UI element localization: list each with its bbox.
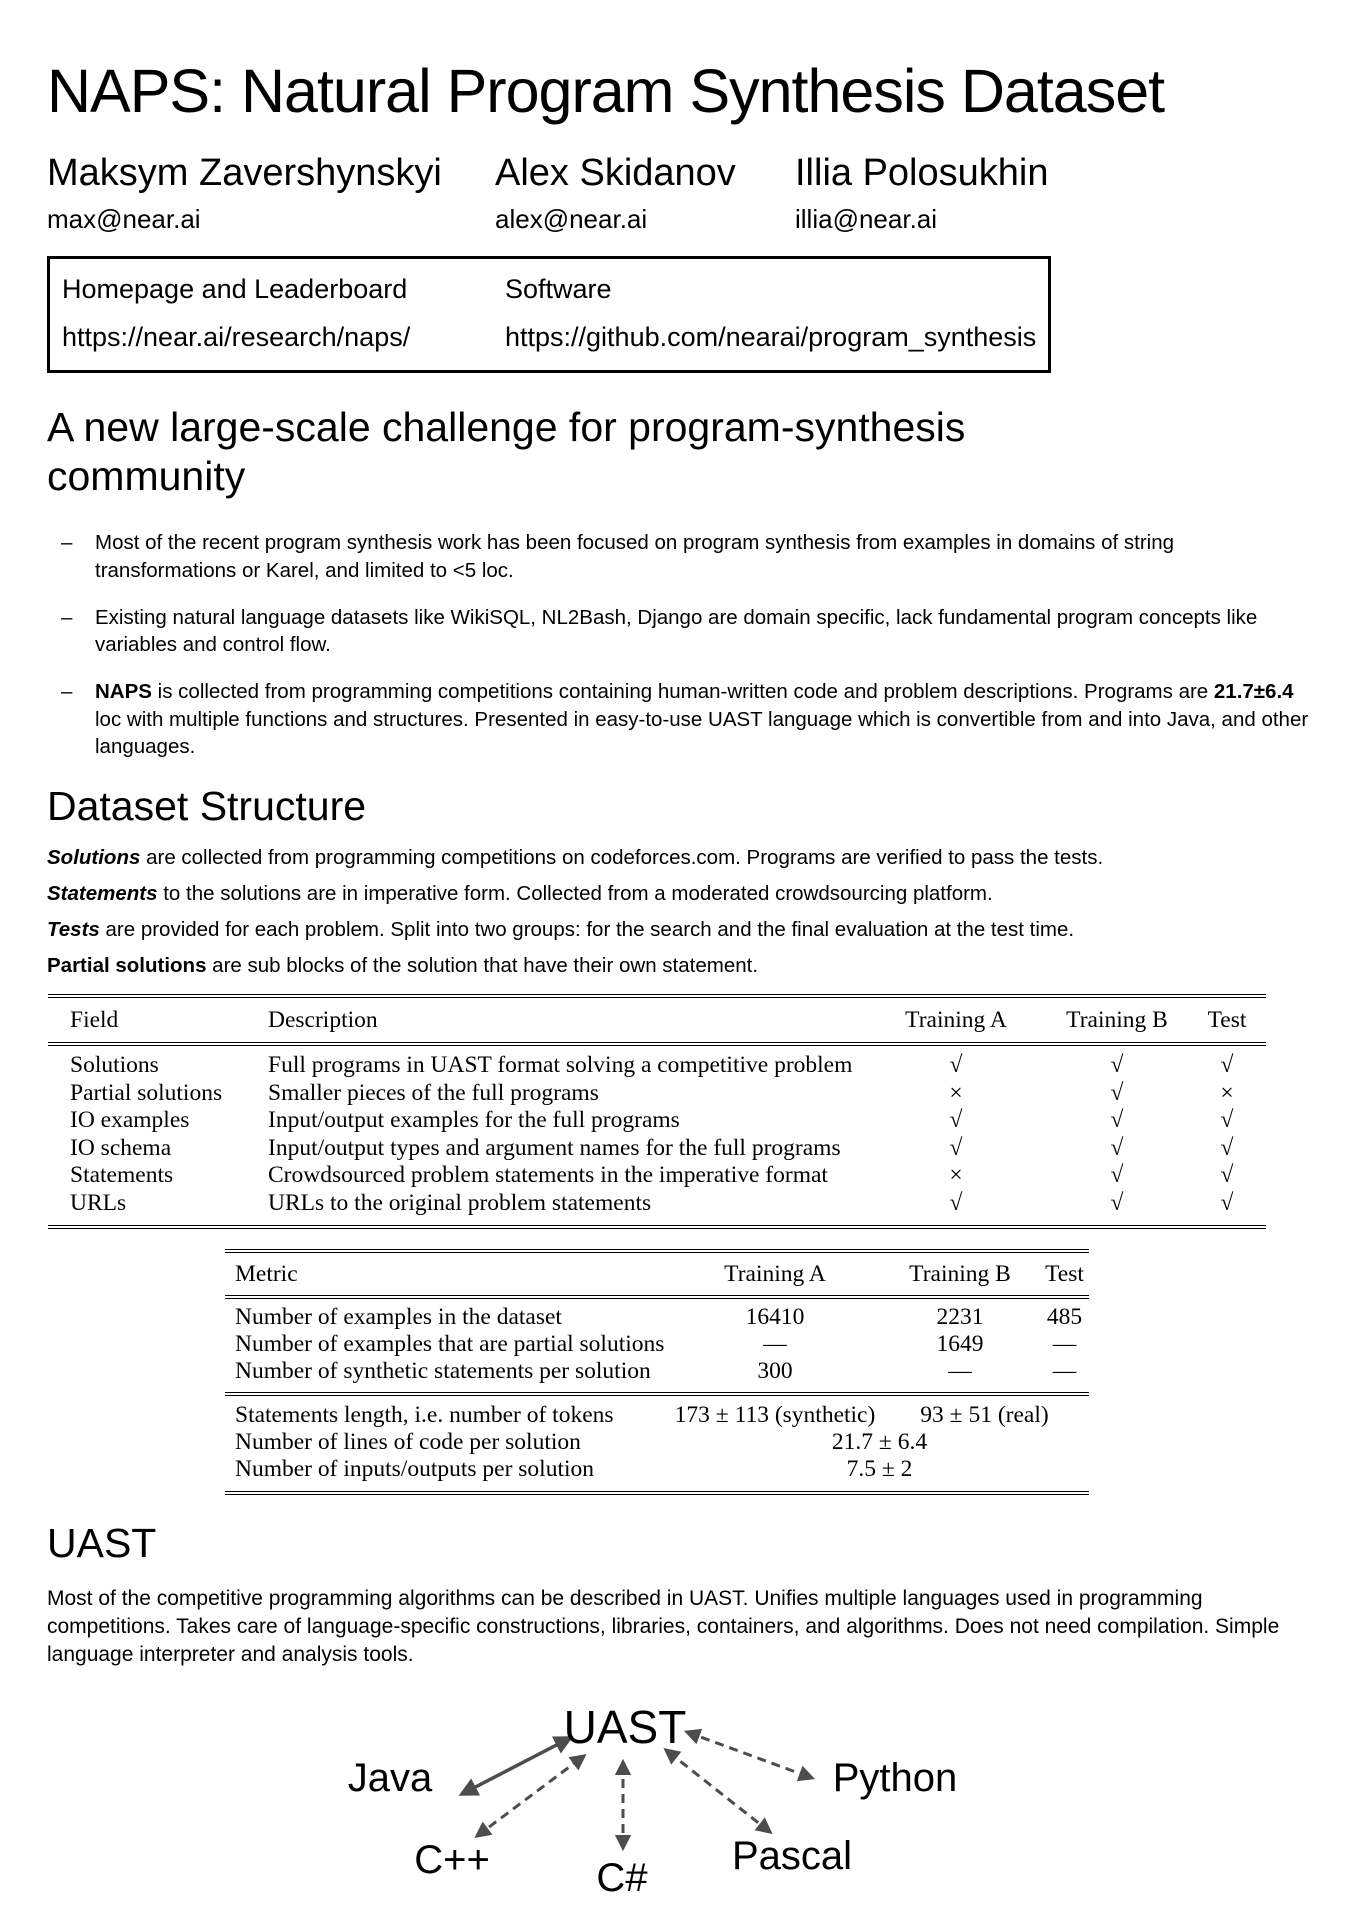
author-block <box>495 152 795 235</box>
dataset-paragraph <box>47 952 1311 979</box>
metric-value: 21.7 ± 6.4 <box>831 1429 928 1456</box>
uast-languages-diagram <box>0 1690 1358 1926</box>
bullet-text-segment: loc with multiple functions and structures. Presented in easy-to-use UAST language which is convertible from and into Java, and other languages. <box>95 707 1309 758</box>
homepage-url[interactable]: https://near.ai/research/naps/ <box>62 322 411 352</box>
diagram-label-csharp: C# <box>596 1855 648 1900</box>
arrow-java-uast <box>462 1738 570 1794</box>
fields-header-training-b: Training B <box>1066 1007 1168 1034</box>
challenge-bullet <box>47 604 1311 659</box>
field-name: Solutions <box>70 1052 159 1079</box>
check-mark: √ <box>1110 1162 1124 1189</box>
fields-header-field: Field <box>70 1007 119 1034</box>
metric-training-b: 2231 <box>936 1304 984 1331</box>
metric-training-b: 1649 <box>936 1331 984 1358</box>
cross-mark: × <box>949 1162 963 1189</box>
arrow-cpp-uast <box>477 1756 584 1836</box>
metrics-header-training-b: Training B <box>909 1261 1011 1288</box>
bullet-text-segment: NAPS <box>95 680 152 704</box>
dataset-paragraph <box>47 916 1311 943</box>
fields-header-test: Test <box>1207 1007 1247 1034</box>
metric-training-a: — <box>763 1331 787 1358</box>
author-email: illia@near.ai <box>795 204 938 234</box>
check-mark: √ <box>949 1052 963 1079</box>
arrow-pascal-uast <box>666 1750 770 1832</box>
challenge-bullet <box>47 678 1311 760</box>
metrics-count-row <box>225 1358 1089 1385</box>
uast-section-heading: UAST <box>47 1520 157 1567</box>
metric-test: — <box>1052 1331 1077 1358</box>
metrics-count-row <box>225 1331 1089 1358</box>
paragraph-text: are sub blocks of the solution that have their own statement. <box>206 954 759 978</box>
metrics-stat-row <box>225 1402 1089 1429</box>
field-description: Smaller pieces of the full programs <box>268 1079 599 1106</box>
field-name: URLs <box>70 1189 127 1216</box>
cross-mark: × <box>1220 1079 1234 1106</box>
fields-table-row <box>48 1080 1266 1108</box>
metrics-stat-row <box>225 1456 1089 1483</box>
paragraph-text: are provided for each problem. Split into two groups: for the search and the final evaluation at the test time. <box>99 918 1075 942</box>
dataset-structure-heading: Dataset Structure <box>47 783 367 830</box>
dataset-paragraph <box>47 880 1311 907</box>
field-description: URLs to the original problem statements <box>268 1189 652 1216</box>
paragraph-text: to the solutions are in imperative form. Collected from a moderated crowdsourcing platform. <box>157 882 993 906</box>
author-block <box>47 152 495 235</box>
paragraph-lead: Statements <box>47 882 158 906</box>
check-mark: √ <box>1110 1189 1124 1216</box>
homepage-label: Homepage and Leaderboard <box>62 274 408 304</box>
paragraph-lead: Tests <box>47 918 100 942</box>
fields-header-description: Description <box>268 1007 378 1034</box>
field-name: Partial solutions <box>70 1079 223 1106</box>
metric-training-a: 300 <box>757 1358 793 1385</box>
dataset-paragraphs <box>47 844 1311 979</box>
challenge-bullet-list <box>47 529 1311 760</box>
diagram-label-pascal: Pascal <box>731 1833 853 1878</box>
software-label: Software <box>505 274 612 304</box>
metrics-count-rows <box>225 1299 1089 1396</box>
metric-test: — <box>1052 1358 1077 1385</box>
author-name: Alex Skidanov <box>495 152 736 194</box>
check-mark: √ <box>949 1134 963 1161</box>
challenge-bullet <box>47 529 1311 584</box>
fields-table-header <box>48 998 1266 1046</box>
check-mark: √ <box>949 1189 963 1216</box>
challenge-section-heading: A new large-scale challenge for program-synthesis community <box>47 404 966 500</box>
cross-mark: × <box>949 1079 963 1106</box>
metrics-header-training-a: Training A <box>724 1261 826 1288</box>
paragraph-lead: Partial solutions <box>47 954 207 978</box>
metric-name: Statements length, i.e. number of tokens <box>235 1402 614 1429</box>
author-name: Illia Polosukhin <box>795 152 1049 194</box>
fields-table-row <box>48 1135 1266 1163</box>
check-mark: √ <box>1110 1079 1124 1106</box>
diagram-label-java: Java <box>347 1755 433 1800</box>
author-email: alex@near.ai <box>495 204 648 234</box>
check-mark: √ <box>1220 1134 1234 1161</box>
author-name: Maksym Zavershynskyi <box>47 152 442 194</box>
metrics-stat-row <box>225 1429 1089 1456</box>
authors-row <box>47 152 1311 235</box>
metric-value-synthetic: 173 ± 113 (synthetic) <box>674 1402 876 1429</box>
metrics-table-header <box>225 1253 1089 1299</box>
metrics-header-metric: Metric <box>235 1261 298 1288</box>
arrow-uast-python <box>687 1732 812 1778</box>
field-name: Statements <box>70 1162 174 1189</box>
fields-table-row <box>48 1162 1266 1190</box>
field-name: IO schema <box>70 1134 172 1161</box>
fields-header-training-a: Training A <box>905 1007 1007 1034</box>
metric-name: Number of synthetic statements per solution <box>235 1358 651 1385</box>
dataset-paragraph <box>47 844 1311 871</box>
bullet-text-segment: Most of the recent program synthesis work has been focused on program synthesis from examples in domains of string transformations or Karel, and limited to <5 loc. <box>95 531 1175 582</box>
check-mark: √ <box>1110 1052 1124 1079</box>
fields-table-row <box>48 1107 1266 1135</box>
fields-table-row <box>48 1052 1266 1080</box>
poster-page <box>0 56 1358 1932</box>
metric-name: Number of examples that are partial solutions <box>235 1331 665 1358</box>
check-mark: √ <box>949 1107 963 1134</box>
diagram-label-uast: UAST <box>563 1700 687 1753</box>
paragraph-text: are collected from programming competitions on codeforces.com. Programs are verified to pass the tests. <box>140 846 1104 870</box>
metric-name: Number of inputs/outputs per solution <box>235 1456 595 1483</box>
bullet-text-segment: Existing natural language datasets like WikiSQL, NL2Bash, Django are domain specific, lack fundamental program concepts like variables and control flow. <box>95 605 1258 657</box>
fields-table-body <box>48 1046 1266 1225</box>
author-block <box>795 152 1048 235</box>
metric-test: 485 <box>1046 1304 1083 1331</box>
metric-name: Number of lines of code per solution <box>235 1429 581 1456</box>
fields-table <box>48 994 1266 1229</box>
metric-training-a: 16410 <box>745 1304 805 1331</box>
metric-name: Number of examples in the dataset <box>235 1304 562 1331</box>
field-description: Input/output types and argument names for the full programs <box>268 1134 841 1161</box>
field-description: Crowdsourced problem statements in the imperative format <box>268 1162 828 1189</box>
diagram-label-cpp: C++ <box>414 1837 490 1882</box>
field-description: Input/output examples for the full programs <box>268 1107 680 1134</box>
metrics-header-test: Test <box>1045 1261 1084 1288</box>
check-mark: √ <box>1220 1107 1234 1134</box>
bullet-text-segment: is collected from programming competitions containing human-written code and problem descriptions. Programs are <box>151 680 1214 704</box>
metrics-stat-rows <box>225 1396 1089 1491</box>
links-box <box>47 256 1051 373</box>
metrics-table <box>225 1249 1089 1495</box>
page-title: NAPS: Natural Program Synthesis Dataset <box>47 57 1165 125</box>
fields-table-row <box>48 1190 1266 1218</box>
check-mark: √ <box>1110 1134 1124 1161</box>
field-name: IO examples <box>70 1107 190 1134</box>
bullet-text-segment: 21.7±6.4 <box>1213 680 1294 704</box>
uast-paragraph: Most of the competitive programming algorithms can be described in UAST. Unifies multiple languages used in programming competitions. Takes care of language-specific constructions, libraries, containers, and algorithms. Does not need compilation. Simple language interpreter and analysis tools. <box>47 1586 1280 1666</box>
metric-training-b: — <box>948 1358 972 1385</box>
paragraph-lead: Solutions <box>47 846 141 870</box>
check-mark: √ <box>1220 1189 1234 1216</box>
check-mark: √ <box>1220 1052 1234 1079</box>
field-description: Full programs in UAST format solving a competitive problem <box>268 1052 853 1079</box>
check-mark: √ <box>1110 1107 1124 1134</box>
check-mark: √ <box>1220 1162 1234 1189</box>
software-url[interactable]: https://github.com/nearai/program_synthesis <box>505 322 1037 352</box>
author-email: max@near.ai <box>47 204 201 234</box>
diagram-label-python: Python <box>832 1755 958 1800</box>
metric-value-real: 93 ± 51 (real) <box>920 1402 1049 1429</box>
metric-value: 7.5 ± 2 <box>846 1456 913 1483</box>
metrics-count-row <box>225 1304 1089 1331</box>
